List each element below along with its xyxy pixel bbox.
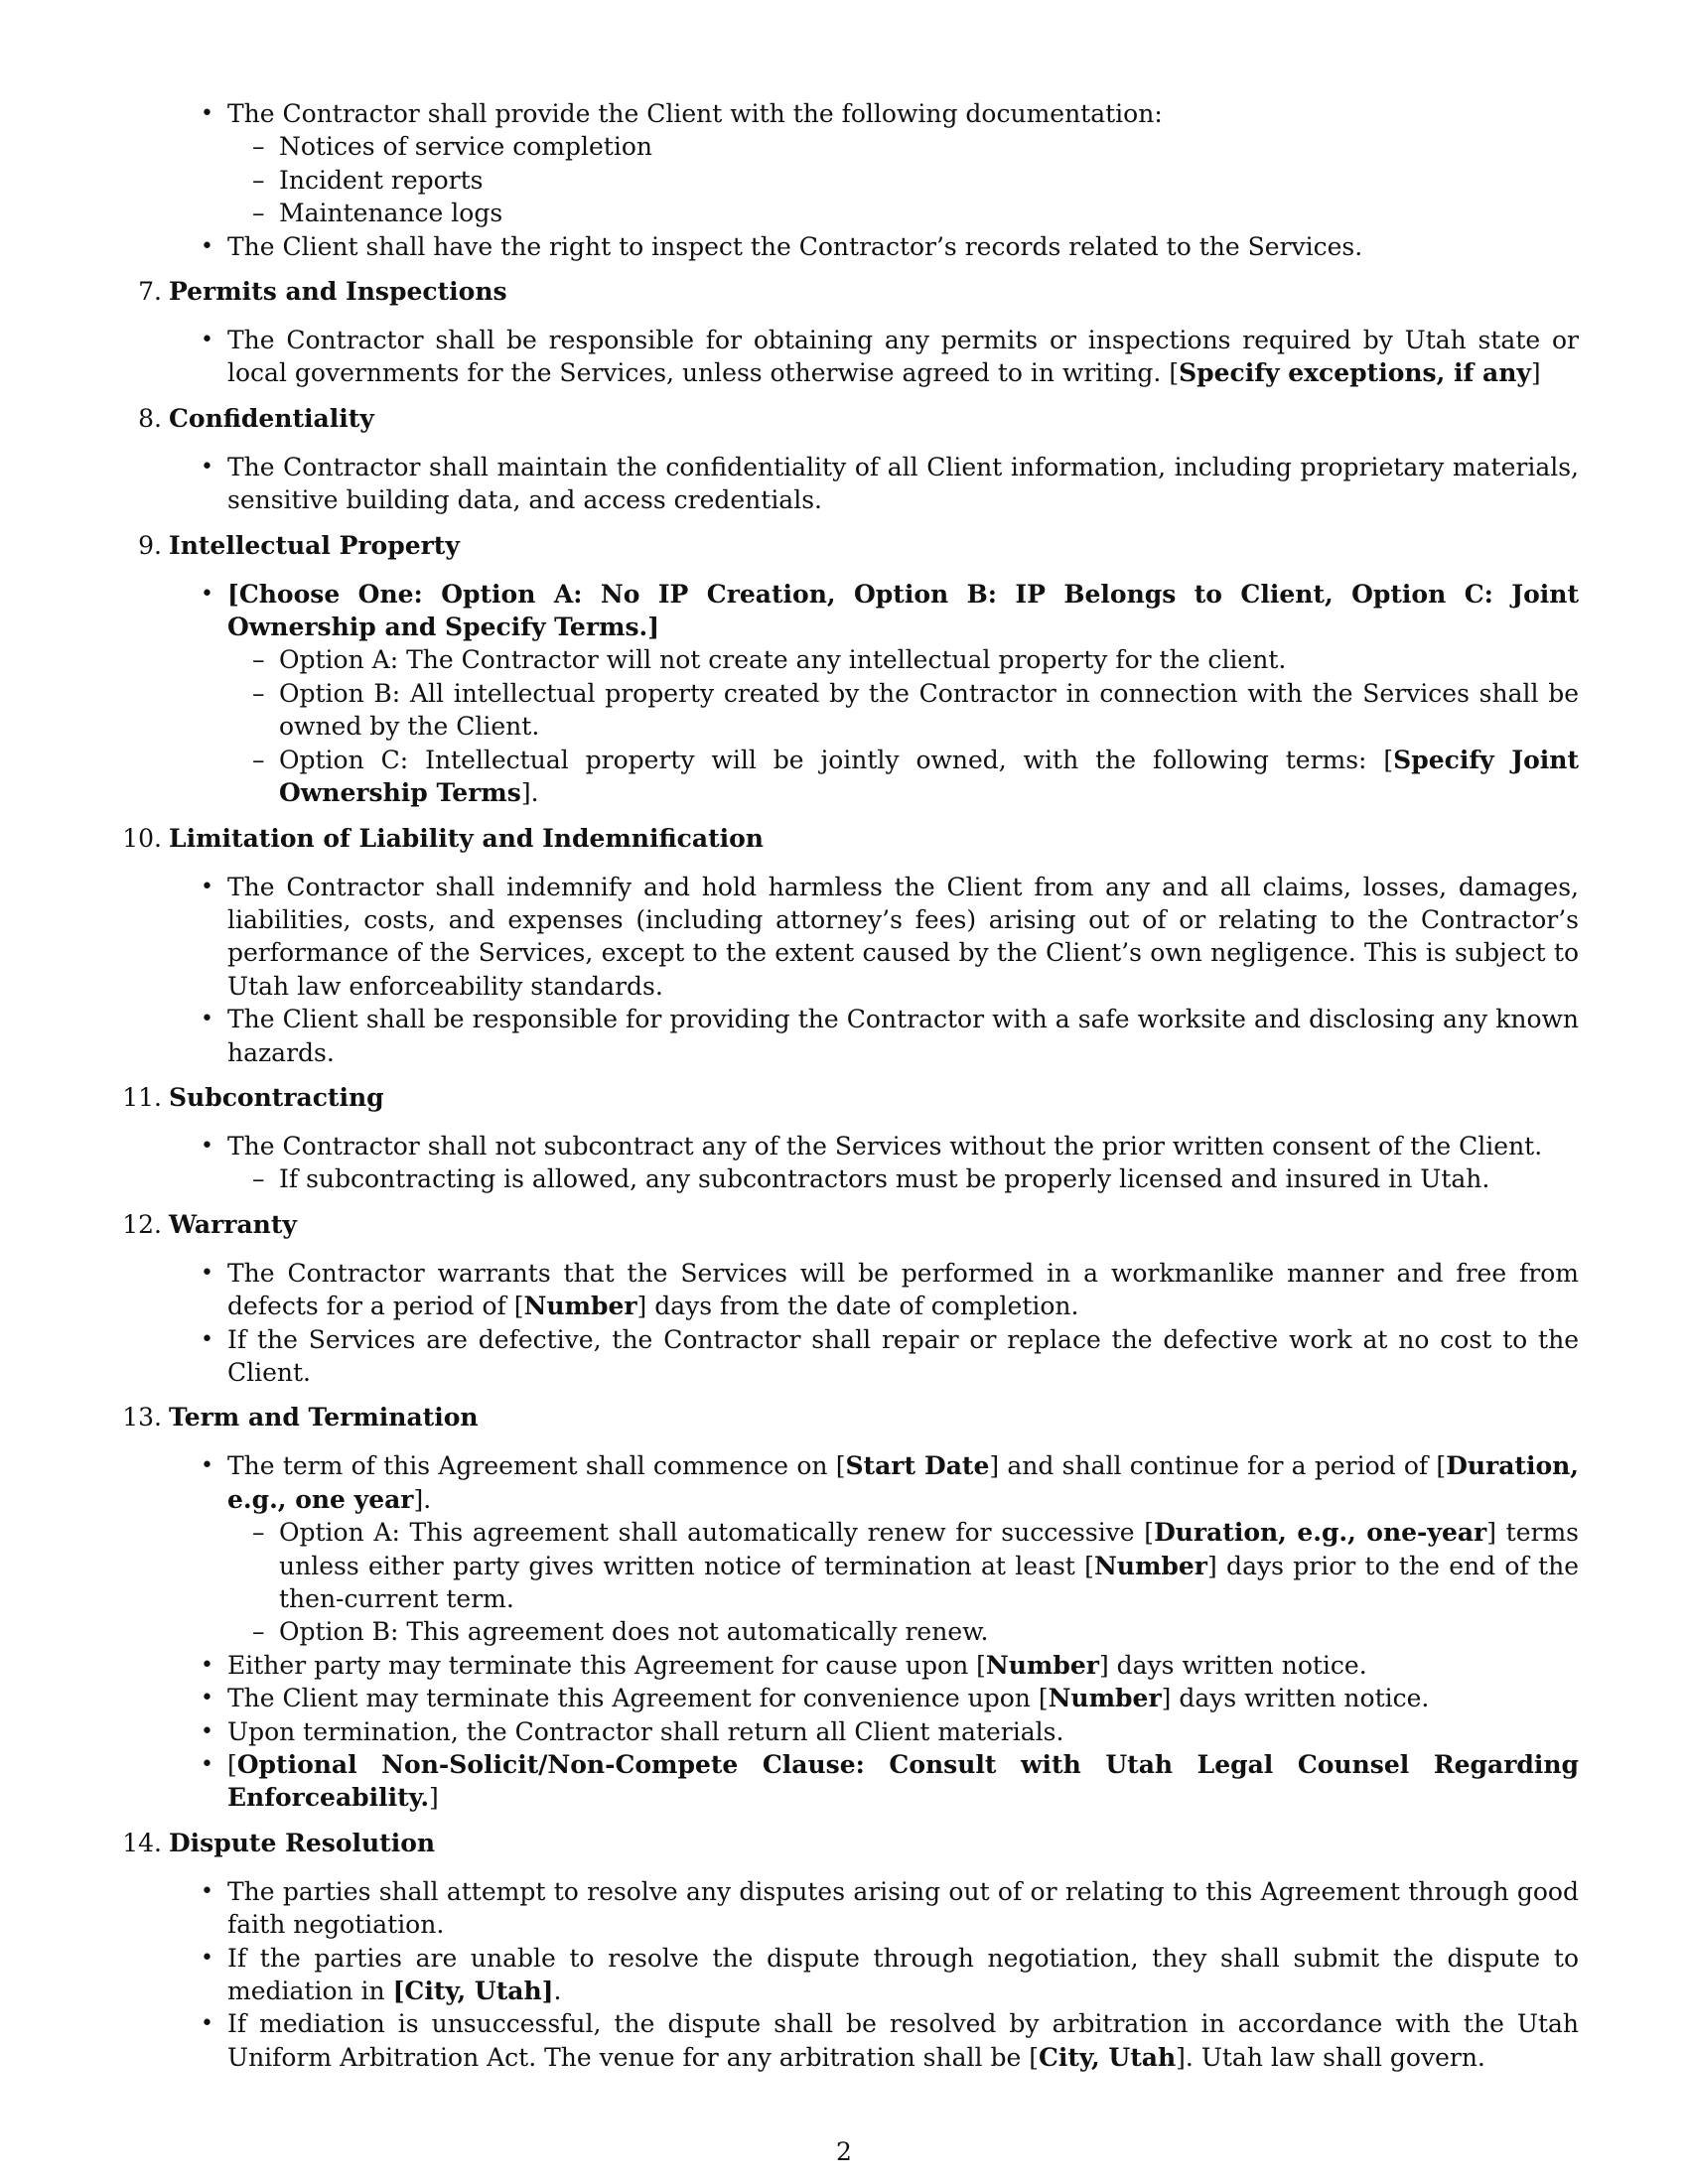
placeholder-text: Specify exceptions, if any: [1179, 358, 1531, 388]
placeholder-text: Number: [985, 1650, 1099, 1680]
text: The Client may terminate this Agreement for convenience upon [: [227, 1684, 1049, 1713]
section-heading: [0, 529, 1688, 562]
section-8: [0, 402, 1688, 517]
sub-item: – Incident reports: [279, 164, 1579, 197]
sub-item: – Maintenance logs: [279, 197, 1579, 229]
sub-item: – Option A: The Contractor will not create any intellectual property for the client.: [279, 643, 1579, 676]
placeholder-text: Duration, e.g., one-year: [1154, 1518, 1487, 1548]
section-heading: [0, 1081, 1688, 1114]
section-11: [0, 1081, 1688, 1196]
text: ] days written notice.: [1161, 1684, 1430, 1713]
list-item: • The Client shall have the right to inspect the Contractor’s records related to the Services.: [227, 230, 1579, 263]
section-13: [0, 1401, 1688, 1814]
text: Either party may terminate this Agreement for cause upon [: [227, 1650, 986, 1680]
text: The Contractor shall be responsible for obtaining any permits or inspections required by Utah state or local governments for the Services, unless otherwise agreed to in writing. [: [227, 326, 1579, 388]
section-number: 9.: [138, 530, 162, 560]
section-title: Intellectual Property: [169, 530, 460, 560]
list-item: [227, 1942, 1579, 2008]
list-item: [227, 2007, 1579, 2074]
list-item: • The Contractor shall maintain the confidentiality of all Client information, including proprietary materials, sensitive building data, and access credentials.: [227, 451, 1579, 517]
bullet-list: [227, 1875, 1579, 2074]
bullet-text: The Contractor shall provide the Client with the following documentation:: [227, 99, 1163, 128]
section-title: Term and Termination: [169, 1403, 479, 1433]
text: Option A: This agreement shall automatically renew for successive [: [279, 1518, 1155, 1548]
section-number: 11.: [122, 1082, 162, 1112]
sub-list: [279, 1162, 1579, 1195]
page-content: [0, 97, 1688, 2074]
text: If mediation is unsuccessful, the dispute shall be resolved by arbitration in accordance with the Utah Uniform Arbitration Act. The venue for any arbitration shall be [: [227, 2009, 1579, 2072]
list-item: • The parties shall attempt to resolve any disputes arising out of or relating to this Agreement through good faith negotiation.: [227, 1875, 1579, 1942]
section-heading: [0, 402, 1688, 435]
sub-item: – Option B: All intellectual property created by the Contractor in connection with the Services shall be owned by the Client.: [279, 677, 1579, 744]
section-number: 12.: [122, 1209, 162, 1239]
list-item: [227, 97, 1579, 230]
placeholder-text: Specify Joint Ownership Terms: [279, 745, 1579, 808]
text: ].: [520, 778, 539, 808]
section-number: 13.: [122, 1403, 162, 1433]
section-9: [0, 529, 1688, 810]
text: ] days written notice.: [1098, 1650, 1367, 1680]
section-7: [0, 275, 1688, 390]
text: ].: [413, 1484, 432, 1514]
text: [: [227, 1750, 237, 1780]
section-10: [0, 822, 1688, 1069]
section-number: 8.: [138, 403, 162, 433]
list-item: • If the Services are defective, the Contractor shall repair or replace the defective work at no cost to the Client.: [227, 1323, 1579, 1390]
section-title: Subcontracting: [169, 1082, 384, 1112]
text: ] days prior to the end of the then-current term.: [279, 1551, 1579, 1613]
text: Option C: Intellectual property will be jointly owned, with the following terms: [: [279, 745, 1394, 774]
placeholder-text: Start Date: [845, 1451, 990, 1481]
list-item: [227, 324, 1579, 390]
bullet-list: [227, 1130, 1579, 1196]
text: ]. Utah law shall govern.: [1176, 2042, 1485, 2072]
sub-item: – If subcontracting is allowed, any subcontractors must be properly licensed and insured in Utah.: [279, 1162, 1579, 1195]
bullet-text: The Contractor shall not subcontract any of the Services without the prior written consent of the Client.: [227, 1131, 1543, 1160]
sub-list: [279, 1516, 1579, 1649]
bullet-list: [227, 1257, 1579, 1390]
section-heading: [0, 275, 1688, 308]
placeholder-text: Number: [1048, 1684, 1162, 1713]
text: .: [553, 1977, 562, 2006]
placeholder-text: Number: [1093, 1551, 1207, 1580]
section-title: Permits and Inspections: [169, 277, 507, 307]
list-item: • The Client shall be responsible for providing the Contractor with a safe worksite and disclosing any known hazards.: [227, 1003, 1579, 1069]
list-item: [227, 1257, 1579, 1323]
section-14: [0, 1827, 1688, 2074]
sub-item: [279, 744, 1579, 810]
text: ]: [429, 1783, 439, 1813]
section-heading: [0, 822, 1688, 855]
placeholder-text: Number: [523, 1292, 637, 1321]
sub-item: [279, 1516, 1579, 1615]
text: If the parties are unable to resolve the dispute through negotiation, they shall submit the dispute to mediation in: [227, 1943, 1579, 2006]
list-item: • Upon termination, the Contractor shall return all Client materials.: [227, 1715, 1579, 1748]
placeholder-text: [City, Utah]: [392, 1977, 554, 2006]
list-item: [227, 1748, 1579, 1815]
section-title: Dispute Resolution: [169, 1828, 436, 1857]
text: ] and shall continue for a period of [: [989, 1451, 1447, 1481]
sub-list: [279, 643, 1579, 809]
text: ]: [1530, 358, 1541, 388]
bullet-list: [227, 451, 1579, 517]
bullet-list: [227, 578, 1579, 810]
text: The term of this Agreement shall commence on [: [227, 1451, 846, 1481]
list-item: [227, 1649, 1579, 1682]
placeholder-text: [Choose One: Option A: No IP Creation, Option B: IP Belongs to Client, Option C: Joint Ownership and Specify Terms.]: [227, 579, 1579, 642]
list-item: [227, 1130, 1579, 1196]
section-title: Warranty: [169, 1209, 297, 1239]
section-12: [0, 1208, 1688, 1390]
section-heading: [0, 1401, 1688, 1433]
list-item: [227, 578, 1579, 810]
bullet-list: [227, 871, 1579, 1069]
placeholder-text: Optional Non-Solicit/Non-Compete Clause: Consult with Utah Legal Counsel Regarding Enforceability.: [227, 1750, 1579, 1813]
section-heading: [0, 1208, 1688, 1241]
bullet-list: [227, 1449, 1579, 1814]
list-item: [227, 1449, 1579, 1648]
text: ] days from the date of completion.: [636, 1292, 1079, 1321]
section-title: Limitation of Liability and Indemnification: [169, 823, 764, 853]
placeholder-text: Duration, e.g., one year: [227, 1451, 1580, 1514]
page-number: 2: [836, 2137, 852, 2166]
section-number: 10.: [122, 823, 162, 853]
list-item: [227, 1682, 1579, 1714]
section-number: 7.: [138, 277, 162, 307]
section-number: 14.: [122, 1828, 162, 1857]
placeholder-text: City, Utah: [1038, 2042, 1177, 2072]
sub-item: – Option B: This agreement does not automatically renew.: [279, 1615, 1579, 1648]
sub-list: [279, 130, 1579, 229]
section-heading: [0, 1827, 1688, 1859]
sub-item: – Notices of service completion: [279, 130, 1579, 163]
bullet-list: [227, 324, 1579, 390]
continued-bullet-list: [227, 97, 1579, 263]
text: ] terms unless either party gives written notice of termination at least [: [279, 1518, 1579, 1580]
text: The Contractor warrants that the Services will be performed in a workmanlike manner and free from defects for a period of [: [227, 1258, 1579, 1321]
list-item: • The Contractor shall indemnify and hold harmless the Client from any and all claims, losses, damages, liabilities, costs, and expenses (including attorney’s fees) arising out of or relating to the Contractor’s performance of the Services, except to the extent caused by the Client’s own negligence. This is subject to Utah law enforceability standards.: [227, 871, 1579, 1004]
section-title: Confidentiality: [169, 403, 374, 433]
